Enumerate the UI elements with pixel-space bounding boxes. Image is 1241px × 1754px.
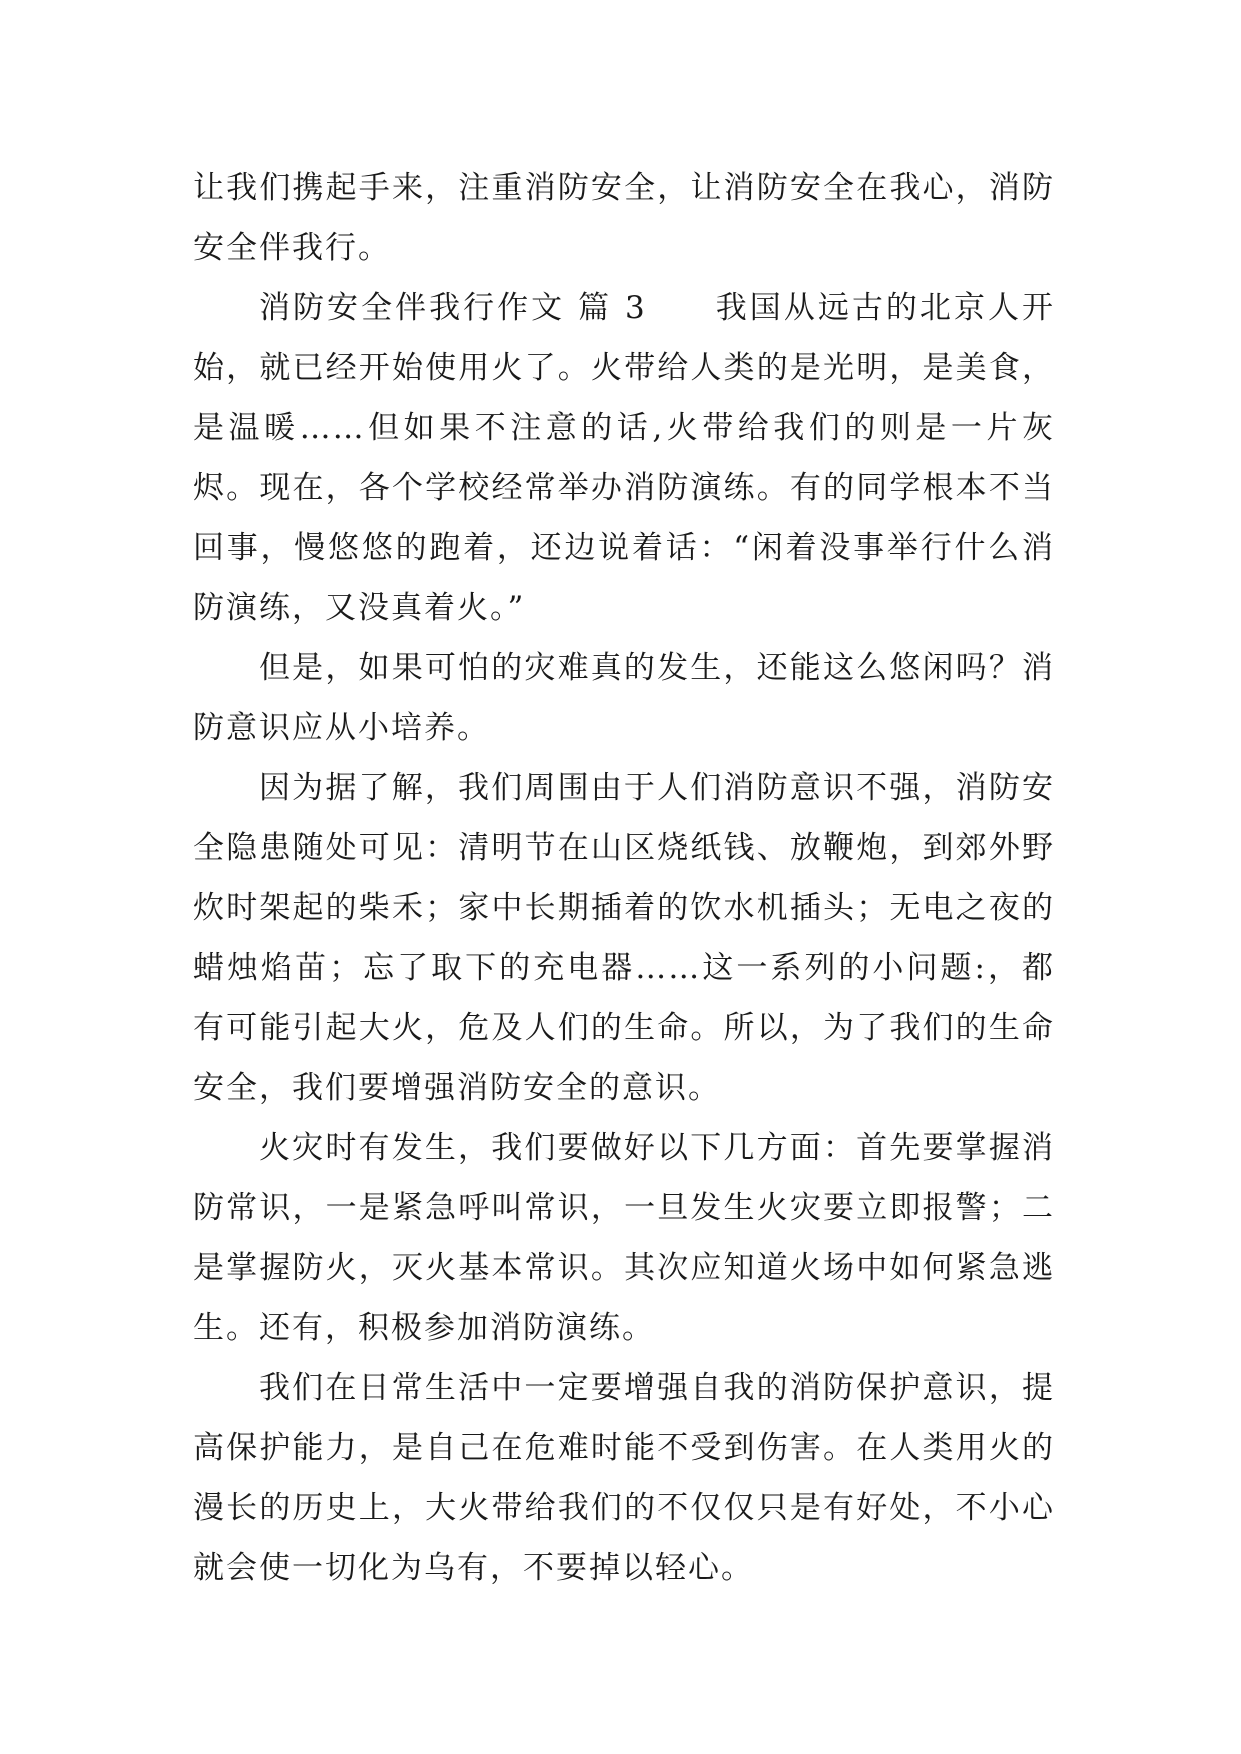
paragraph-closing-call: 让我们携起手来，注重消防安全，让消防安全在我心，消防安全伴我行。 (193, 170, 1055, 266)
paragraph-fire-knowledge: 火灾时有发生，我们要做好以下几方面：首先要掌握消防常识，一是紧急呼叫常识，一旦发生火灾要立即报警；二是掌握防火，灭火基本常识。其次应知道火场中如何紧急逃生。还有，积极参加消防演练。 (193, 1130, 1055, 1346)
paragraph-hazards: 因为据了解，我们周围由于人们消防意识不强，消防安全隐患随处可见：清明节在山区烧纸钱、放鞭炮，到郊外野炊时架起的柴禾；家中长期插着的饮水机插头；无电之夜的蜡烛焰苗；忘了取下的充电器……这一系列的小问题:，都有可能引起大火，危及人们的生命。所以，为了我们的生命安全，我们要增强消防安全的意识。 (193, 770, 1055, 1106)
paragraph-conclusion: 我们在日常生活中一定要增强自我的消防保护意识，提高保护能力，是自己在危难时能不受到伤害。在人类用火的漫长的历史上，大火带给我们的不仅仅只是有好处，不小心就会使一切化为乌有，不要掉以轻心。 (193, 1370, 1055, 1586)
paragraph-essay-3-intro: 消防安全伴我行作文 篇 3 我国从远古的北京人开始，就已经开始使用火了。火带给人类的是光明，是美食，是温暖……但如果不注意的话,火带给我们的则是一片灰烬。现在，各个学校经常举办消防演练。有的同学根本不当回事，慢悠悠的跑着，还边说着话：“闲着没事举行什么消防演练，又没真着火。” (193, 290, 1055, 626)
document-body (193, 158, 1055, 1598)
paragraph-awareness: 但是，如果可怕的灾难真的发生，还能这么悠闲吗？消防意识应从小培养。 (193, 650, 1055, 746)
